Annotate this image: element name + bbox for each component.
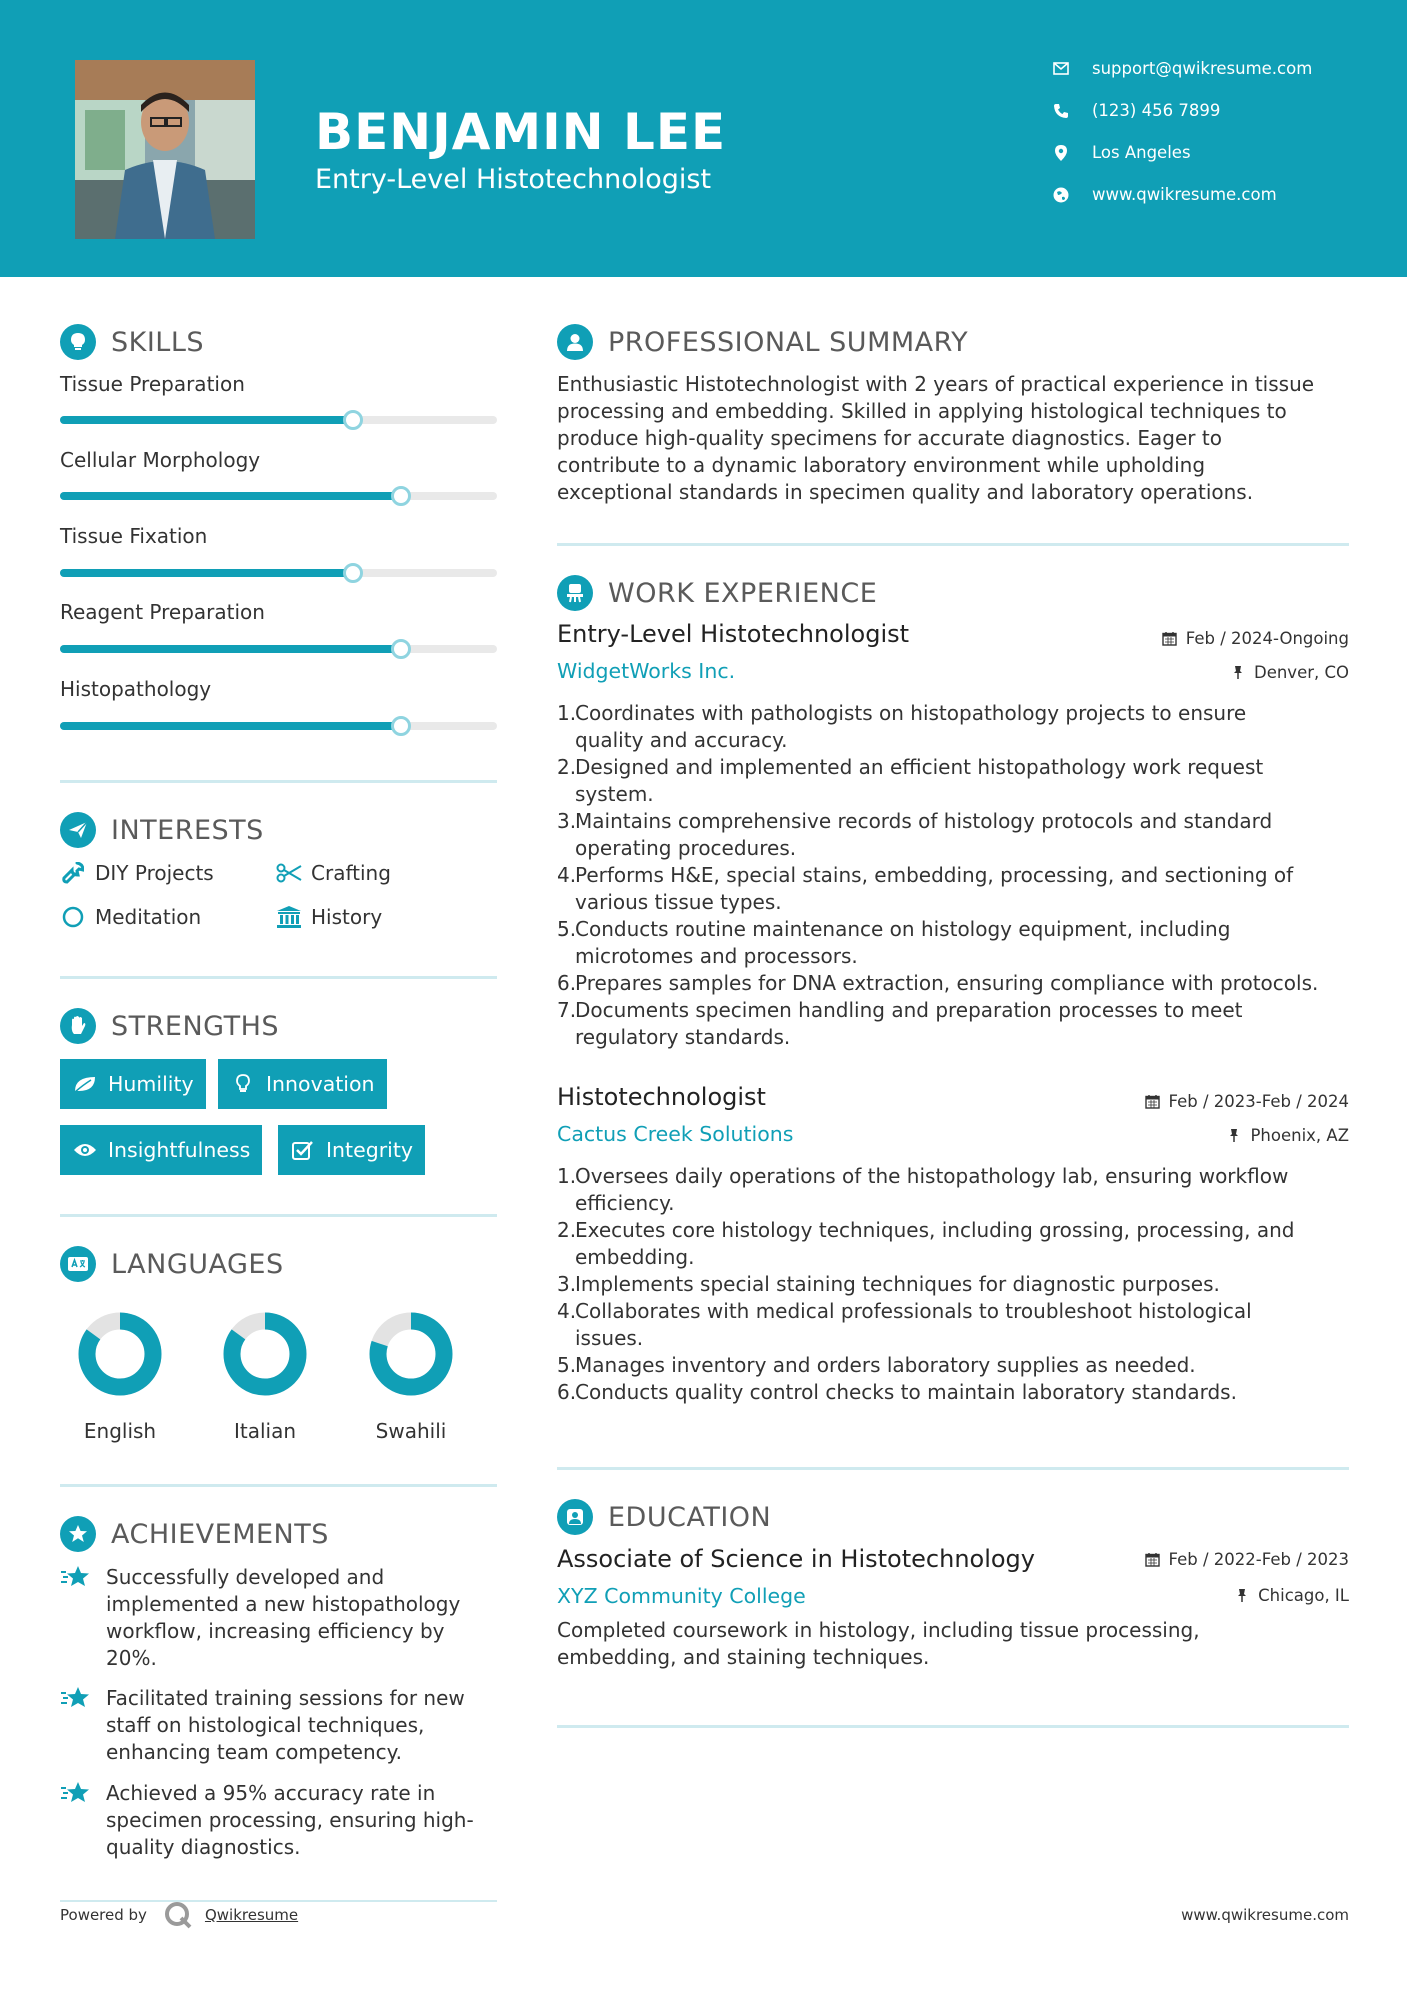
section-divider	[60, 976, 497, 979]
strengths-heading: STRENGTHS	[60, 1008, 279, 1044]
job-dates: Feb / 2023-Feb / 2024	[1145, 1092, 1349, 1111]
achievement-item: Achieved a 95% accuracy rate in specimen processing, ensuring high- quality diagnostics.	[60, 1780, 500, 1861]
job-bullets	[557, 1163, 1357, 1406]
achievements-heading: ACHIEVEMENTS	[60, 1516, 329, 1552]
skill-name: Reagent Preparation	[60, 600, 265, 624]
skill-bar-fill	[60, 722, 401, 730]
bullet-line: quality and accuracy.	[575, 728, 788, 752]
language-name: English	[83, 1419, 157, 1443]
strength-chip: Innovation	[218, 1059, 387, 1109]
section-divider	[557, 543, 1349, 546]
language-item	[215, 1309, 315, 1443]
calendar-icon	[1162, 631, 1178, 647]
skill-name: Tissue Preparation	[60, 372, 245, 396]
skills-heading: SKILLS	[60, 324, 204, 360]
interest-item: History	[276, 904, 382, 930]
job-bullets	[557, 700, 1357, 1051]
job-location: Phoenix, AZ	[1226, 1126, 1349, 1145]
language-donut	[366, 1309, 456, 1399]
bullet-line: various tissue types.	[575, 890, 782, 914]
institution-icon	[276, 904, 302, 930]
section-divider	[60, 780, 497, 783]
lightbulb-icon	[230, 1073, 256, 1095]
leaf-icon	[72, 1073, 98, 1095]
company-name: WidgetWorks Inc.	[557, 659, 736, 683]
user-icon	[557, 324, 593, 360]
language-icon	[60, 1246, 96, 1282]
skill-bar-knob	[343, 410, 363, 430]
profile-photo	[75, 60, 255, 239]
interest-item: Meditation	[60, 904, 201, 930]
degree-title: Associate of Science in Histotechnology	[557, 1545, 1035, 1573]
phone-icon	[1052, 102, 1070, 120]
bullet-line: microtomes and processors.	[575, 944, 858, 968]
skill-bar	[60, 722, 497, 730]
language-name: Swahili	[375, 1419, 447, 1443]
education-dates: Feb / 2022-Feb / 2023	[1145, 1550, 1349, 1569]
skill-name: Cellular Morphology	[60, 448, 261, 472]
star-icon	[60, 1685, 94, 1766]
language-name: Italian	[233, 1419, 297, 1443]
skill-bar-knob	[343, 563, 363, 583]
school-name: XYZ Community College	[557, 1584, 806, 1608]
wrench-icon	[60, 860, 86, 886]
skill-bar-knob	[391, 486, 411, 506]
skill-bar	[60, 645, 497, 653]
education-entry	[557, 1545, 1349, 1675]
skill-bar-knob	[391, 639, 411, 659]
bullet-line: 5. Conducts routine maintenance on histology equipment, including	[557, 917, 1231, 941]
job-entry	[557, 1083, 1349, 1423]
envelope-icon	[1052, 60, 1070, 78]
map-pin-icon	[1052, 144, 1070, 162]
skill-bar-fill	[60, 492, 401, 500]
company-name: Cactus Creek Solutions	[557, 1122, 794, 1146]
achievement-item: Successfully developed and implemented a new histopathology workflow, increasing efficiency by 20%.	[60, 1564, 500, 1672]
candidate-name: BENJAMIN LEE	[315, 103, 727, 161]
bullet-line: embedding.	[575, 1245, 695, 1269]
bullet-line: efficiency.	[575, 1191, 675, 1215]
job-title: Histotechnologist	[557, 1083, 766, 1111]
bullet-line: 6. Conducts quality control checks to maintain laboratory standards.	[557, 1380, 1237, 1404]
checkbox-icon	[290, 1139, 316, 1161]
languages-heading: LANGUAGES	[60, 1246, 284, 1282]
interest-item: DIY Projects	[60, 860, 214, 886]
footer-powered-by: Powered by Qwikresume	[60, 1900, 298, 1930]
star-icon	[60, 1780, 94, 1861]
achievement-item: Facilitated training sessions for new staff on histological techniques, enhancing team competency.	[60, 1685, 500, 1766]
bullet-line: system.	[575, 782, 654, 806]
skill-bar-fill	[60, 569, 353, 577]
strength-chip: Humility	[60, 1059, 206, 1109]
job-location: Denver, CO	[1230, 663, 1349, 682]
bullet-line: issues.	[575, 1326, 644, 1350]
skill-name: Tissue Fixation	[60, 524, 208, 548]
bullet-line: operating procedures.	[575, 836, 797, 860]
lightbulb-icon	[60, 324, 96, 360]
pushpin-icon	[1226, 1128, 1242, 1144]
contact-website[interactable]: www.qwikresume.com	[1052, 185, 1277, 204]
bullet-line: 3. Maintains comprehensive records of histology protocols and standard	[557, 809, 1273, 833]
language-donut	[220, 1309, 310, 1399]
section-divider	[60, 1214, 497, 1217]
eye-icon	[72, 1139, 98, 1161]
bullet-line: 6. Prepares samples for DNA extraction, ensuring compliance with protocols.	[557, 971, 1319, 995]
bullet-line: regulatory standards.	[575, 1025, 791, 1049]
skill-bar-fill	[60, 416, 353, 424]
interest-item: Crafting	[276, 860, 391, 886]
star-badge-icon	[60, 1516, 96, 1552]
language-item	[70, 1309, 170, 1443]
qwikresume-logo-icon	[163, 1900, 193, 1930]
calendar-icon	[1145, 1552, 1161, 1568]
bullet-line: 2. Executes core histology techniques, including grossing, processing, and	[557, 1218, 1295, 1242]
section-divider	[60, 1484, 497, 1487]
job-title: Entry-Level Histotechnologist	[557, 620, 910, 648]
strength-chip: Insightfulness	[60, 1125, 262, 1175]
summary-text: Enthusiastic Histotechnologist with 2 years of practical experience in tissue processing and embedding. Skilled in applying histological techniques to produce high-quality specimens for accurate diagnostics. Eager to contribute to a dynamic laboratory environment while upholding exceptional standards in specimen quality and laboratory operations.	[557, 372, 1315, 504]
bullet-line: 1. Oversees daily operations of the histopathology lab, ensuring workflow	[557, 1164, 1289, 1188]
qwikresume-link[interactable]: Qwikresume	[204, 1906, 299, 1924]
contact-phone[interactable]: (123) 456 7899	[1052, 101, 1220, 120]
job-dates: Feb / 2024-Ongoing	[1162, 629, 1349, 648]
pushpin-icon	[1230, 665, 1246, 681]
language-donut	[75, 1309, 165, 1399]
contact-email[interactable]: support@qwikresume.com	[1052, 59, 1312, 78]
education-description: Completed coursework in histology, including tissue processing, embedding, and staining techniques.	[557, 1618, 1200, 1669]
skill-bar	[60, 569, 497, 577]
pushpin-icon	[1234, 1588, 1250, 1604]
skill-bar	[60, 492, 497, 500]
bullet-line: 4. Performs H&E, special stains, embedding, processing, and sectioning of	[557, 863, 1294, 887]
experience-heading: WORK EXPERIENCE	[557, 575, 877, 611]
candidate-role: Entry-Level Histotechnologist	[315, 164, 712, 195]
bullet-line: 3. Implements special staining techniques for diagnostic purposes.	[557, 1272, 1220, 1296]
job-entry	[557, 620, 1349, 1060]
bullet-line: 4. Collaborates with medical professionals to troubleshoot histological	[557, 1299, 1252, 1323]
scissors-icon	[276, 860, 302, 886]
education-heading: EDUCATION	[557, 1499, 771, 1535]
summary-heading: PROFESSIONAL SUMMARY	[557, 324, 968, 360]
globe-icon	[1052, 186, 1070, 204]
calendar-icon	[1145, 1094, 1161, 1110]
skill-bar-knob	[391, 716, 411, 736]
circle-icon	[60, 904, 86, 930]
education-location: Chicago, IL	[1234, 1586, 1349, 1605]
section-divider	[557, 1467, 1349, 1470]
bullet-line: 1. Coordinates with pathologists on histopathology projects to ensure	[557, 701, 1247, 725]
skill-bar	[60, 416, 497, 424]
interests-heading: INTERESTS	[60, 812, 264, 848]
contact-location: Los Angeles	[1052, 143, 1191, 162]
star-icon	[60, 1564, 94, 1672]
bullet-line: 7. Documents specimen handling and preparation processes to meet	[557, 998, 1243, 1022]
hand-icon	[60, 1008, 96, 1044]
skill-name: Histopathology	[60, 677, 212, 701]
section-divider	[557, 1725, 1349, 1728]
briefcase-chair-icon	[557, 575, 593, 611]
language-item	[361, 1309, 461, 1443]
paper-plane-icon	[60, 812, 96, 848]
footer-website[interactable]: www.qwikresume.com	[1181, 1906, 1349, 1924]
skill-bar-fill	[60, 645, 401, 653]
strength-chip: Integrity	[278, 1125, 425, 1175]
bullet-line: 2. Designed and implemented an efficient histopathology work request	[557, 755, 1264, 779]
bullet-line: 5. Manages inventory and orders laboratory supplies as needed.	[557, 1353, 1196, 1377]
header-banner	[0, 0, 1407, 277]
graduate-icon	[557, 1499, 593, 1535]
